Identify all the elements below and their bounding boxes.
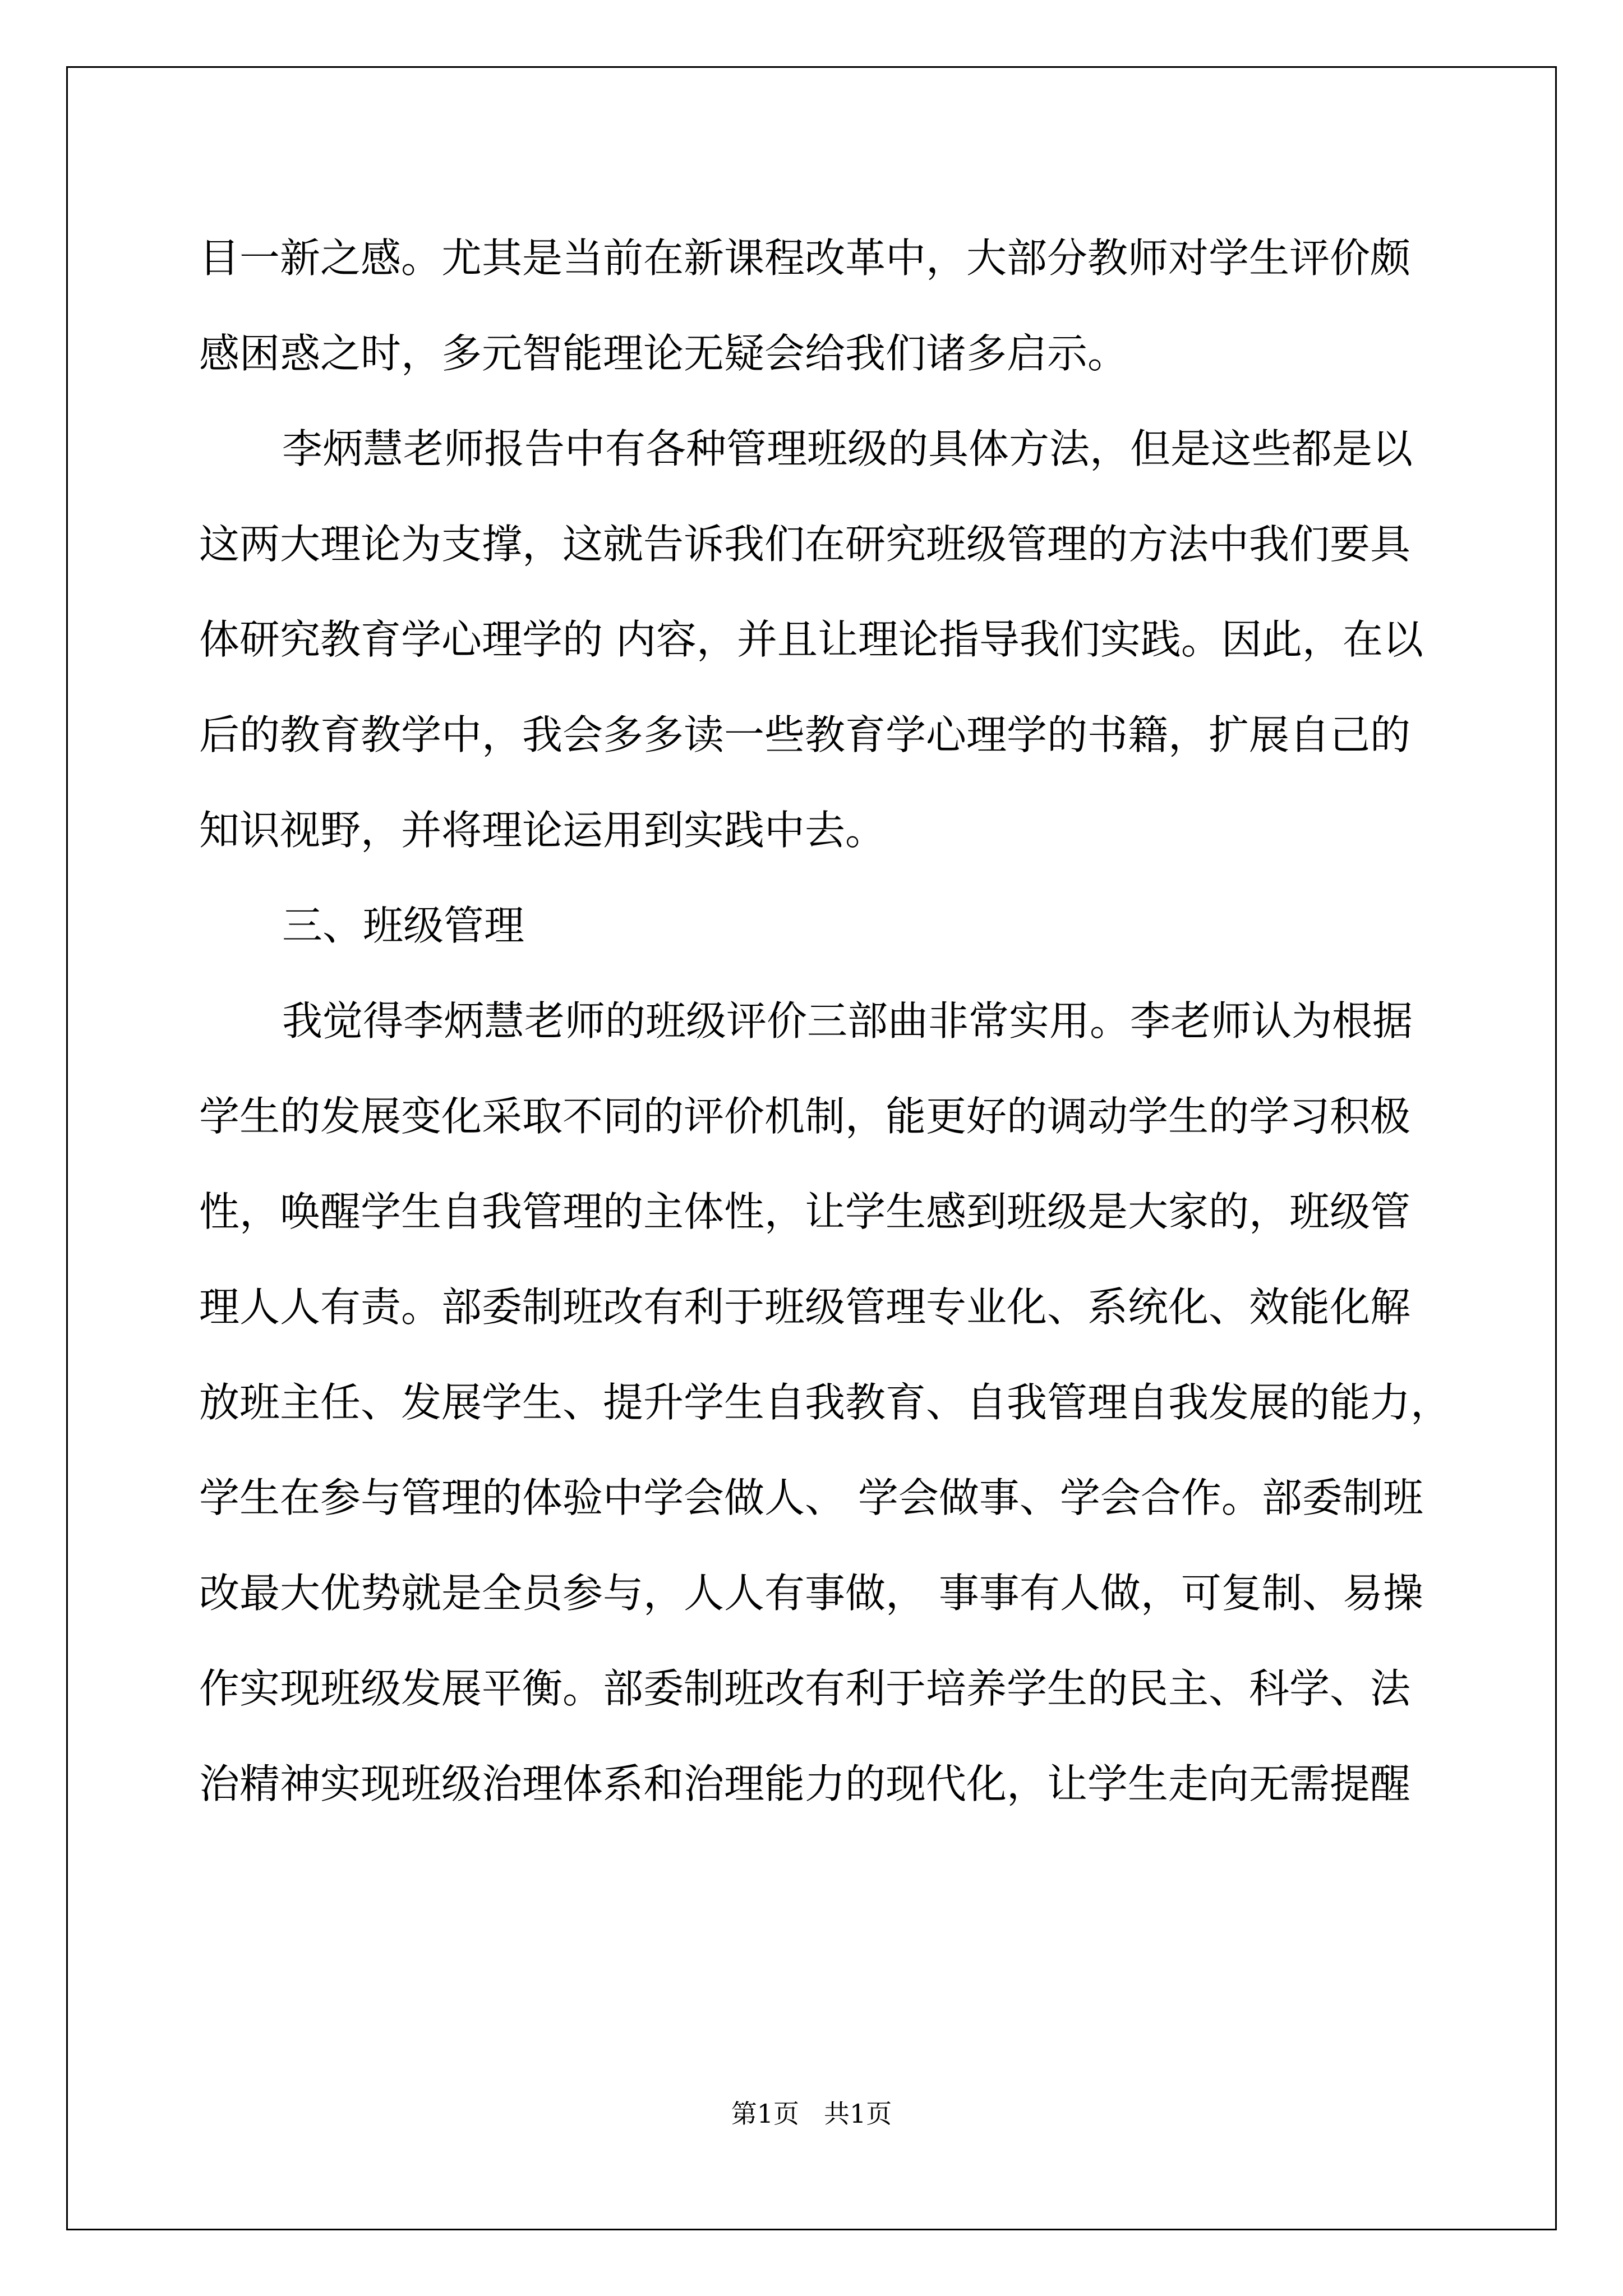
text-line: 放班主任、发展学生、提升学生自我教育、自我管理自我发展的能力， [199, 1379, 1451, 1426]
text-line: 改最大优势就是全员参与，人人有事做， 事事有人做，可复制、易操 [199, 1570, 1423, 1617]
text-line: 目一新之感。尤其是当前在新课程改革中，大部分教师对学生评价颇 [199, 234, 1411, 282]
page-number: 第1页 [731, 2099, 800, 2129]
text-line: 知识视野，并将理论运用到实践中去。 [199, 807, 886, 854]
page-total: 共1页 [823, 2099, 892, 2129]
text-line: 学生在参与管理的体验中学会做人、 学会做事、学会合作。部委制班 [199, 1474, 1423, 1521]
text-line: 作实现班级发展平衡。部委制班改有利于培养学生的民主、科学、法 [199, 1665, 1411, 1712]
text-line: 后的教育教学中，我会多多读一些教育学心理学的书籍，扩展自己的 [199, 711, 1411, 758]
text-line: 性，唤醒学生自我管理的主体性，让学生感到班级是大家的，班级管 [199, 1188, 1411, 1235]
text-line: 感困惑之时，多元智能理论无疑会给我们诸多启示。 [199, 330, 1128, 377]
page-footer [0, 2097, 1623, 2131]
text-line: 学生的发展变化采取不同的评价机制，能更好的调动学生的学习积极 [199, 1093, 1411, 1140]
text-line: 理人人有责。部委制班改有利于班级管理专业化、系统化、效能化解 [199, 1283, 1411, 1331]
text-line: 体研究教育学心理学的 内容，并且让理论指导我们实践。因此，在以 [199, 616, 1423, 663]
document-body [199, 210, 1451, 1832]
paragraph-start-line: 我觉得李炳慧老师的班级评价三部曲非常实用。李老师认为根据 [282, 997, 1413, 1045]
paragraph-start-line: 李炳慧老师报告中有各种管理班级的具体方法，但是这些都是以 [282, 425, 1413, 472]
section-heading: 三、班级管理 [282, 902, 525, 949]
text-line: 这两大理论为支撑，这就告诉我们在研究班级管理的方法中我们要具 [199, 521, 1411, 568]
text-line: 治精神实现班级治理体系和治理能力的现代化，让学生走向无需提醒 [199, 1760, 1411, 1807]
